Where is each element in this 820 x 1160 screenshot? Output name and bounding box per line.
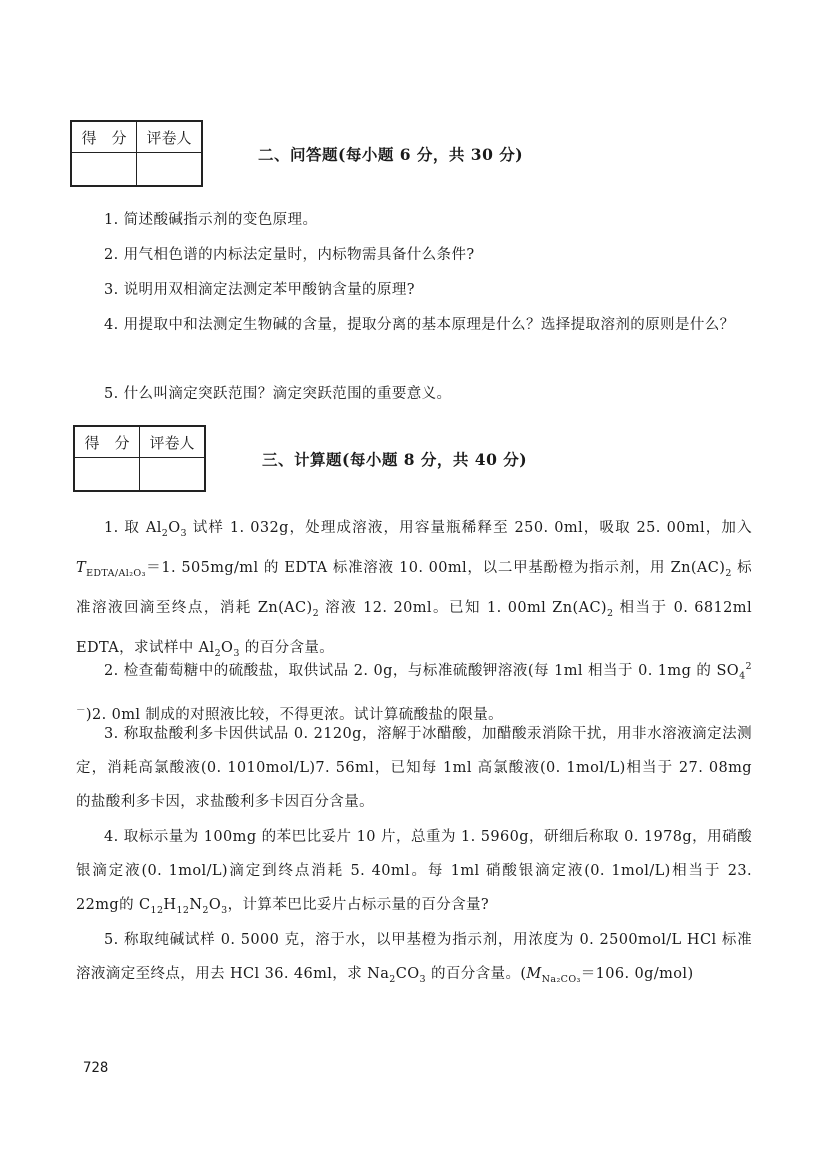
question-2-2: 2. 用气相色谱的内标法定量时，内标物需具备什么条件? — [104, 247, 475, 263]
score-blank-cell — [71, 153, 137, 187]
grader-label: 评卷人 — [137, 121, 203, 153]
grader-label: 评卷人 — [140, 426, 206, 458]
page-number: 728 — [83, 1060, 109, 1076]
question-3-4: 4. 取标示量为 100mg 的苯巴比妥片 10 片，总重为 1. 5960g，研细后称取 0. 1978g，用硝酸银滴定液(0. 1mol/L)滴定到终点消耗 5. 40ml。每 1ml 硝酸银滴定液(0. 1mol/L)相当于 23. 22mg的 $C_{12}H_{12}N_2O_3$，计算苯巴比妥片占标示量的百分含量? — [76, 829, 752, 916]
score-box-2 — [73, 425, 206, 492]
question-2-1: 1. 简述酸碱指示剂的变色原理。 — [104, 212, 318, 228]
question-3-2: 2. 检查葡萄糖中的硫酸盐，取供试品 2. 0g，与标准硫酸钾溶液(每 1ml 相当于 0. 1mg 的 $SO_4^{2-})2$. 0ml 制成的对照液比较，不得更浓。试计算硫酸盐的限量。 — [76, 661, 752, 723]
question-3-5: 5. 称取纯碱试样 0. 5000 克，溶于水，以甲基橙为指示剂，用浓度为 0. 2500mol/L HCl 标准溶液滴定至终点，用去 HCl 36. 46ml，求 $Na_2CO_3$ 的百分含量。($M_{Na_2CO_3}=106$. 0g/mol) — [76, 932, 752, 985]
question-3-1: 1. 取 $Al_2O_3$ 试样 1. 032g，处理成溶液，用容量瓶稀释至 250. 0ml，吸取 25. 00ml，加入 $T_{EDTA/Al_2O_3}=1$. 505mg/ml 的 EDTA 标准溶液 10. 00ml，以二甲基酚橙为指示剂，用 $Zn(AC)_2$ 标准溶液回滴至终点，消耗 $Zn(AC)_2$ 溶液 12. 20ml。已知 1. 00ml $Zn(AC)_2$ 相当于 0. 6812ml EDTA，求试样中 $Al_2O_3$ 的百分含量。 — [76, 520, 752, 659]
grader-blank-cell — [137, 153, 203, 187]
section3-title: 三、计算题(每小题 8 分，共 40 分) — [262, 450, 528, 469]
score-label: 得 分 — [74, 426, 140, 458]
score-label: 得 分 — [71, 121, 137, 153]
question-2-5: 5. 什么叫滴定突跃范围？滴定突跃范围的重要意义。 — [104, 386, 452, 402]
section2-title: 二、问答题(每小题 6 分，共 30 分) — [258, 145, 524, 164]
question-2-4: 4. 用提取中和法测定生物碱的含量，提取分离的基本原理是什么？选择提取溶剂的原则是什么？ — [104, 317, 735, 333]
score-blank-cell — [74, 458, 140, 492]
question-3-3: 3. 称取盐酸利多卡因供试品 0. 2120g，溶解于冰醋酸，加醋酸汞消除干扰，用非水溶液滴定法测定，消耗高氯酸液(0. 1010mol/L)7. 56ml，已知每 1ml 高氯酸液(0. 1mol/L)相当于 27. 08mg 的盐酸利多卡因，求盐酸利多卡因百分含量。 — [76, 726, 752, 810]
question-2-3: 3. 说明用双相滴定法测定苯甲酸钠含量的原理? — [104, 282, 415, 298]
grader-blank-cell — [140, 458, 206, 492]
score-box-1 — [70, 120, 203, 187]
